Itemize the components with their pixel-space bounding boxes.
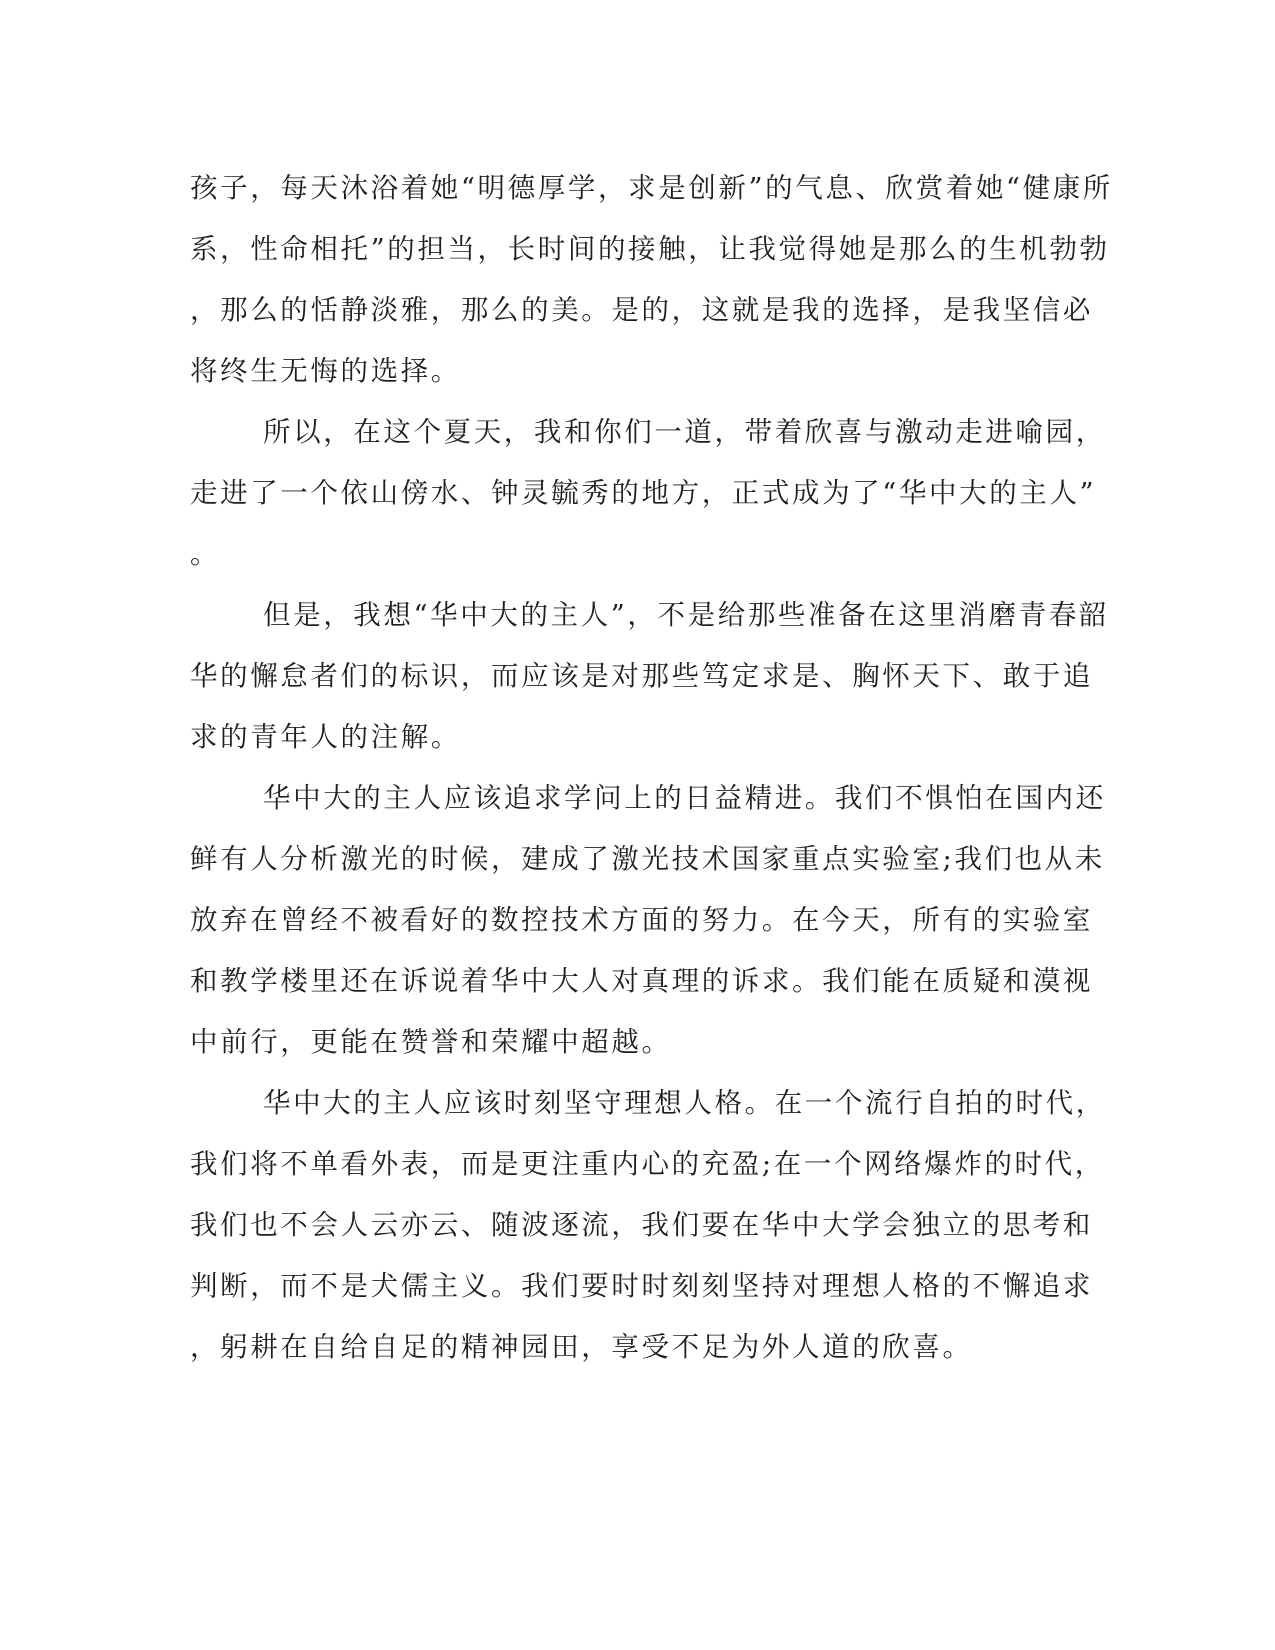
paragraph-3 xyxy=(190,585,1110,768)
text-line: 和教学楼里还在诉说着华中大人对真理的诉求。我们能在质疑和漠视 xyxy=(190,965,1093,997)
text-line: 求的青年人的注解。 xyxy=(190,721,461,753)
paragraph-4 xyxy=(190,768,1106,1073)
text-line: 放弃在曾经不被看好的数控技术方面的努力。在今天，所有的实验室 xyxy=(190,904,1093,936)
paragraph-5 xyxy=(190,1073,1106,1378)
text-line: 将终生无悔的选择。 xyxy=(190,355,461,387)
paragraph-1 xyxy=(190,158,1113,402)
text-line: 走进了一个依山傍水、钟灵毓秀的地方，正式成为了“华中大的主人” xyxy=(190,477,1097,509)
text-line: 系，性命相托”的担当，长时间的接触，让我觉得她是那么的生机勃勃 xyxy=(190,233,1110,265)
text-line: 中前行，更能在赞誉和荣耀中超越。 xyxy=(190,1026,672,1058)
text-line: ，那么的恬静淡雅，那么的美。是的，这就是我的选择，是我坚信必 xyxy=(190,294,1093,326)
text-line: 。 xyxy=(190,538,221,570)
text-line: 但是，我想“华中大的主人”，不是给那些准备在这里消磨青春韶 xyxy=(263,599,1110,631)
text-line: 鲜有人分析激光的时候，建成了激光技术国家重点实验室;我们也从未 xyxy=(190,843,1105,875)
text-line: 所以，在这个夏天，我和你们一道，带着欣喜与激动走进喻园， xyxy=(263,416,1106,448)
text-line: 我们也不会人云亦云、随波逐流，我们要在华中大学会独立的思考和 xyxy=(190,1209,1093,1241)
text-line: 华的懈怠者们的标识，而应该是对那些笃定求是、胸怀天下、敢于追 xyxy=(190,660,1093,692)
text-line: ，躬耕在自给自足的精神园田，享受不足为外人道的欣喜。 xyxy=(190,1331,973,1363)
text-line: 华中大的主人应该时刻坚守理想人格。在一个流行自拍的时代， xyxy=(263,1087,1106,1119)
text-line: 孩子，每天沐浴着她“明德厚学，求是创新”的气息、欣赏着她“健康所 xyxy=(190,172,1113,204)
paragraph-2 xyxy=(190,402,1106,585)
text-line: 判断，而不是犬儒主义。我们要时时刻刻坚持对理想人格的不懈追求 xyxy=(190,1270,1093,1302)
text-line: 华中大的主人应该追求学问上的日益精进。我们不惧怕在国内还 xyxy=(263,782,1106,814)
text-line: 我们将不单看外表，而是更注重内心的充盈;在一个网络爆炸的时代， xyxy=(190,1148,1105,1180)
document-body xyxy=(190,158,1113,1378)
